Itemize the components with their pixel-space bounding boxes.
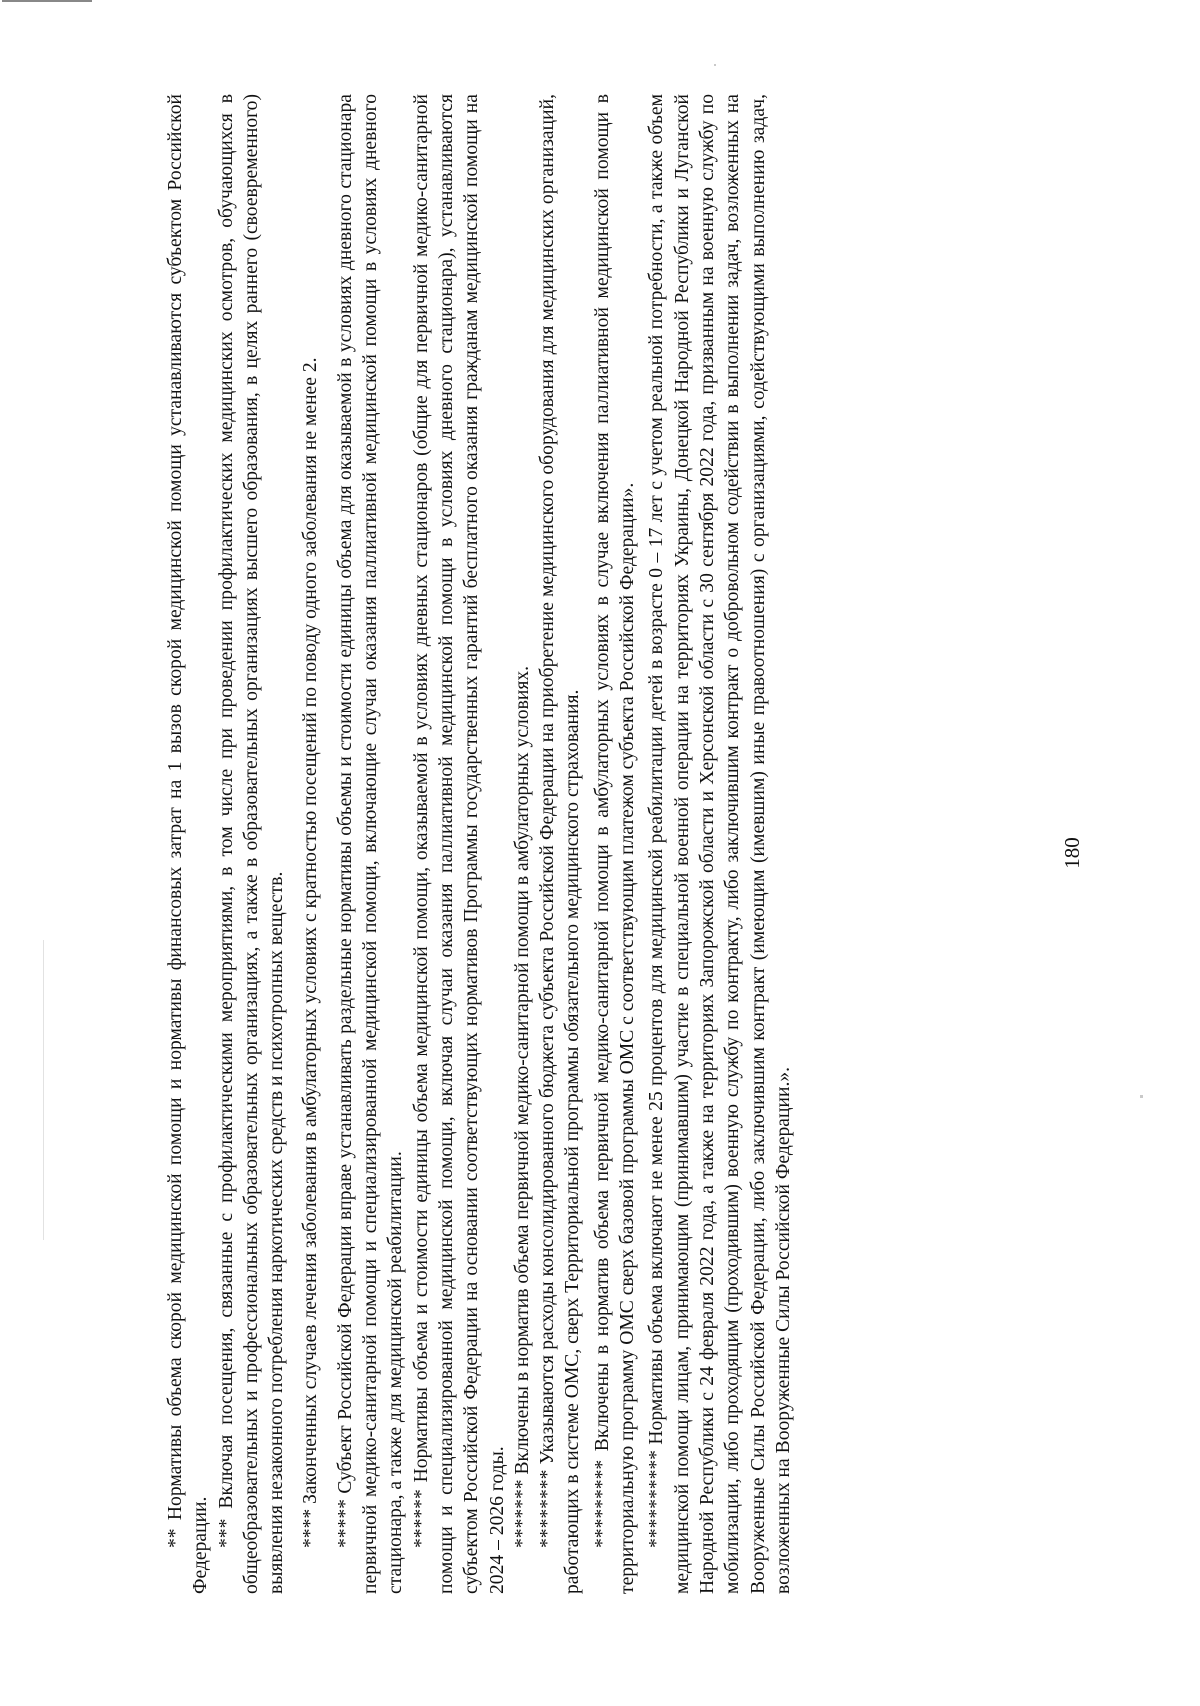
footnote-8: ******** Указываются расходы консолидированного бюджета субъекта Российской Федерации на приобретение медицинского оборудования для медицинских организаций, работающих в системе ОМС, сверх Территориальной программы обязательного медицинского страхования.: [537, 94, 584, 1594]
footnote-5: ***** Субъект Российской Федерации вправе устанавливать раздельные нормативы объемы и стоимости единицы объема для оказываемой в условиях дневного стационара первичной медико-санитарной помощи и специализированной медицинской помощи, включающие случаи оказания паллиативной медицинской помощи в условиях дневного стационара, а также для медицинской реабилитации.: [334, 94, 407, 1594]
footnote-7: ******* Включены в норматив объема первичной медико-санитарной помощи в амбулаторных условиях.: [511, 665, 533, 1548]
footnote-10: ********** Нормативы объема включают не менее 25 процентов для медицинской реабилитации детей в возрасте 0 – 17 лет с учетом реальной потребности, а также объем медицинской помощи лицам, принимающим (принимавшим) участие в специальной военной операции на территориях Украины, Донецкой Народной Республики и Луганской Народной Республики с 24 февраля 2022 года, а также на территориях Запорожской области и Херсонской области с 30 сентября 2022 года, призванным на военную службу по мобилизации, либо проходящим (проходившим) военную службу по контракту, либо заключившим контракт о добровольном содействии в выполнении задач, возложенных на Вооруженные Силы Российской Федерации, либо заключившим контракт (имеющим (имевшим) иные правоотношения) с организациями, содействующими выполнению задач, возложенных на Вооруженные Силы Российской Федерации.».: [646, 94, 794, 1594]
footnote-9: ********* Включены в норматив объема первичной медико-санитарной помощи в амбулаторных условиях в случае включения паллиативной медицинской помощи в территориальную программу ОМС сверх базовой программы ОМС с соответствующим платежом субъекта Российской Федерации».: [591, 94, 639, 1594]
footnote-2: ** Нормативы объема скорой медицинской помощи и нормативы финансовых затрат на 1 вызов скорой медицинской помощи устанавливаются субъектом Российской Федерации.: [165, 94, 212, 1594]
page-number: 180: [1060, 837, 1084, 869]
footnotes-block: [163, 94, 796, 1594]
footnote-6: ****** Нормативы объема и стоимости единицы объема медицинской помощи, оказываемой в условиях дневных стационаров (общие для первичной медико-санитарной помощи и специализированной медицинской помощи, включая случаи оказания паллиативной медицинской помощи в условиях дневного стационара), устанавливаются субъектом Российской Федерации на основании соответствующих нормативов Программы государственных гарантий бесплатного оказания гражданам медицинской помощи на 2024 – 2026 годы.: [410, 94, 508, 1594]
footnote-3: *** Включая посещения, связанные с профилактическими мероприятиями, в том числе при проведении профилактических медицинских осмотров, обучающихся в общеобразовательных и профессиональных образовательных организациях, а также в образовательных организациях высшего образования, в целях раннего (своевременного) выявления незаконного потребления наркотических средств и психотропных веществ.: [215, 94, 288, 1594]
footnote-4: **** Законченных случаев лечения заболевания в амбулаторных условиях с кратностью посещений по поводу одного заболевания не менее 2.: [300, 357, 322, 1548]
